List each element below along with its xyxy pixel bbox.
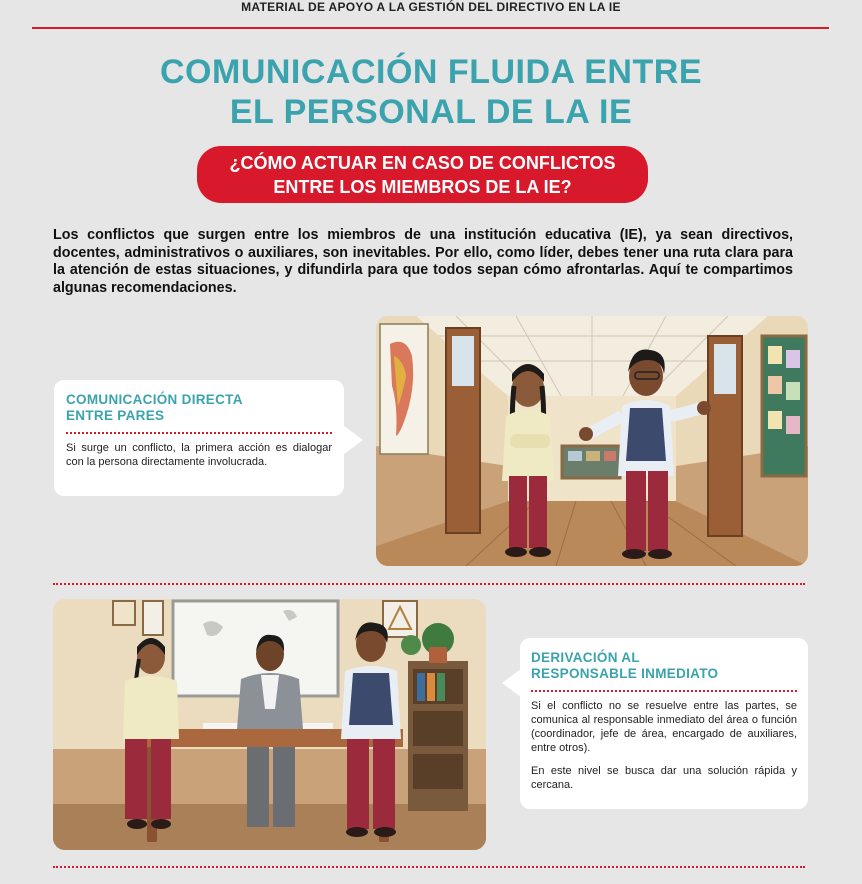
- document-header-label: MATERIAL DE APOYO A LA GESTIÓN DEL DIRECTIVO EN LA IE: [241, 0, 621, 14]
- speech-pointer: [500, 668, 522, 698]
- section-text-2: En este nivel se busca dar una solución rápida y cercana.: [531, 765, 797, 791]
- dotted-divider: [66, 432, 332, 434]
- header-divider: [32, 27, 829, 29]
- dotted-divider: [531, 690, 797, 692]
- section-card-direct-communication: [54, 380, 344, 496]
- question-line-1: ¿CÓMO ACTUAR EN CASO DE CONFLICTOS: [229, 152, 616, 173]
- section-card-escalation: [520, 638, 808, 809]
- section-heading-line-2: RESPONSABLE INMEDIATO: [531, 666, 719, 681]
- speech-pointer: [343, 425, 365, 455]
- section-text: Si surge un conflicto, la primera acción es dialogar con la persona directamente involucrada.: [66, 442, 332, 468]
- question-banner: [197, 146, 648, 203]
- section-separator: [53, 583, 805, 585]
- intro-paragraph: Los conflictos que surgen entre los miembros de una institución educativa (IE), ya sean directivos, docentes, administrativos o auxiliares, son inevitables. Por ello, como líder, debes tener una ruta clara para la atención de estas situaciones, y difundirla para que todos sepan cómo afrontarlas. Aquí te compartimos algunas recomendaciones.: [53, 227, 793, 296]
- section-heading: [66, 392, 332, 424]
- section-heading-line-1: COMUNICACIÓN DIRECTA: [66, 392, 243, 407]
- section-heading-line-1: DERIVACIÓN AL: [531, 650, 640, 665]
- hallway-illustration: [376, 316, 808, 566]
- title-line-1: COMUNICACIÓN FLUIDA ENTRE: [160, 53, 702, 91]
- section-heading: [531, 650, 797, 682]
- page-title: [0, 52, 862, 132]
- meeting-illustration: [53, 599, 486, 850]
- section-separator: [53, 866, 805, 868]
- section-text: Si el conflicto no se resuelve entre las partes, se comunica al responsable inmediato del área o función (coordinador, jefe de área, encargado de auxiliares, entre otros).: [531, 700, 797, 754]
- question-line-2: ENTRE LOS MIEMBROS DE LA IE?: [273, 176, 572, 197]
- title-line-2: EL PERSONAL DE LA IE: [229, 93, 633, 131]
- section-heading-line-2: ENTRE PARES: [66, 408, 165, 423]
